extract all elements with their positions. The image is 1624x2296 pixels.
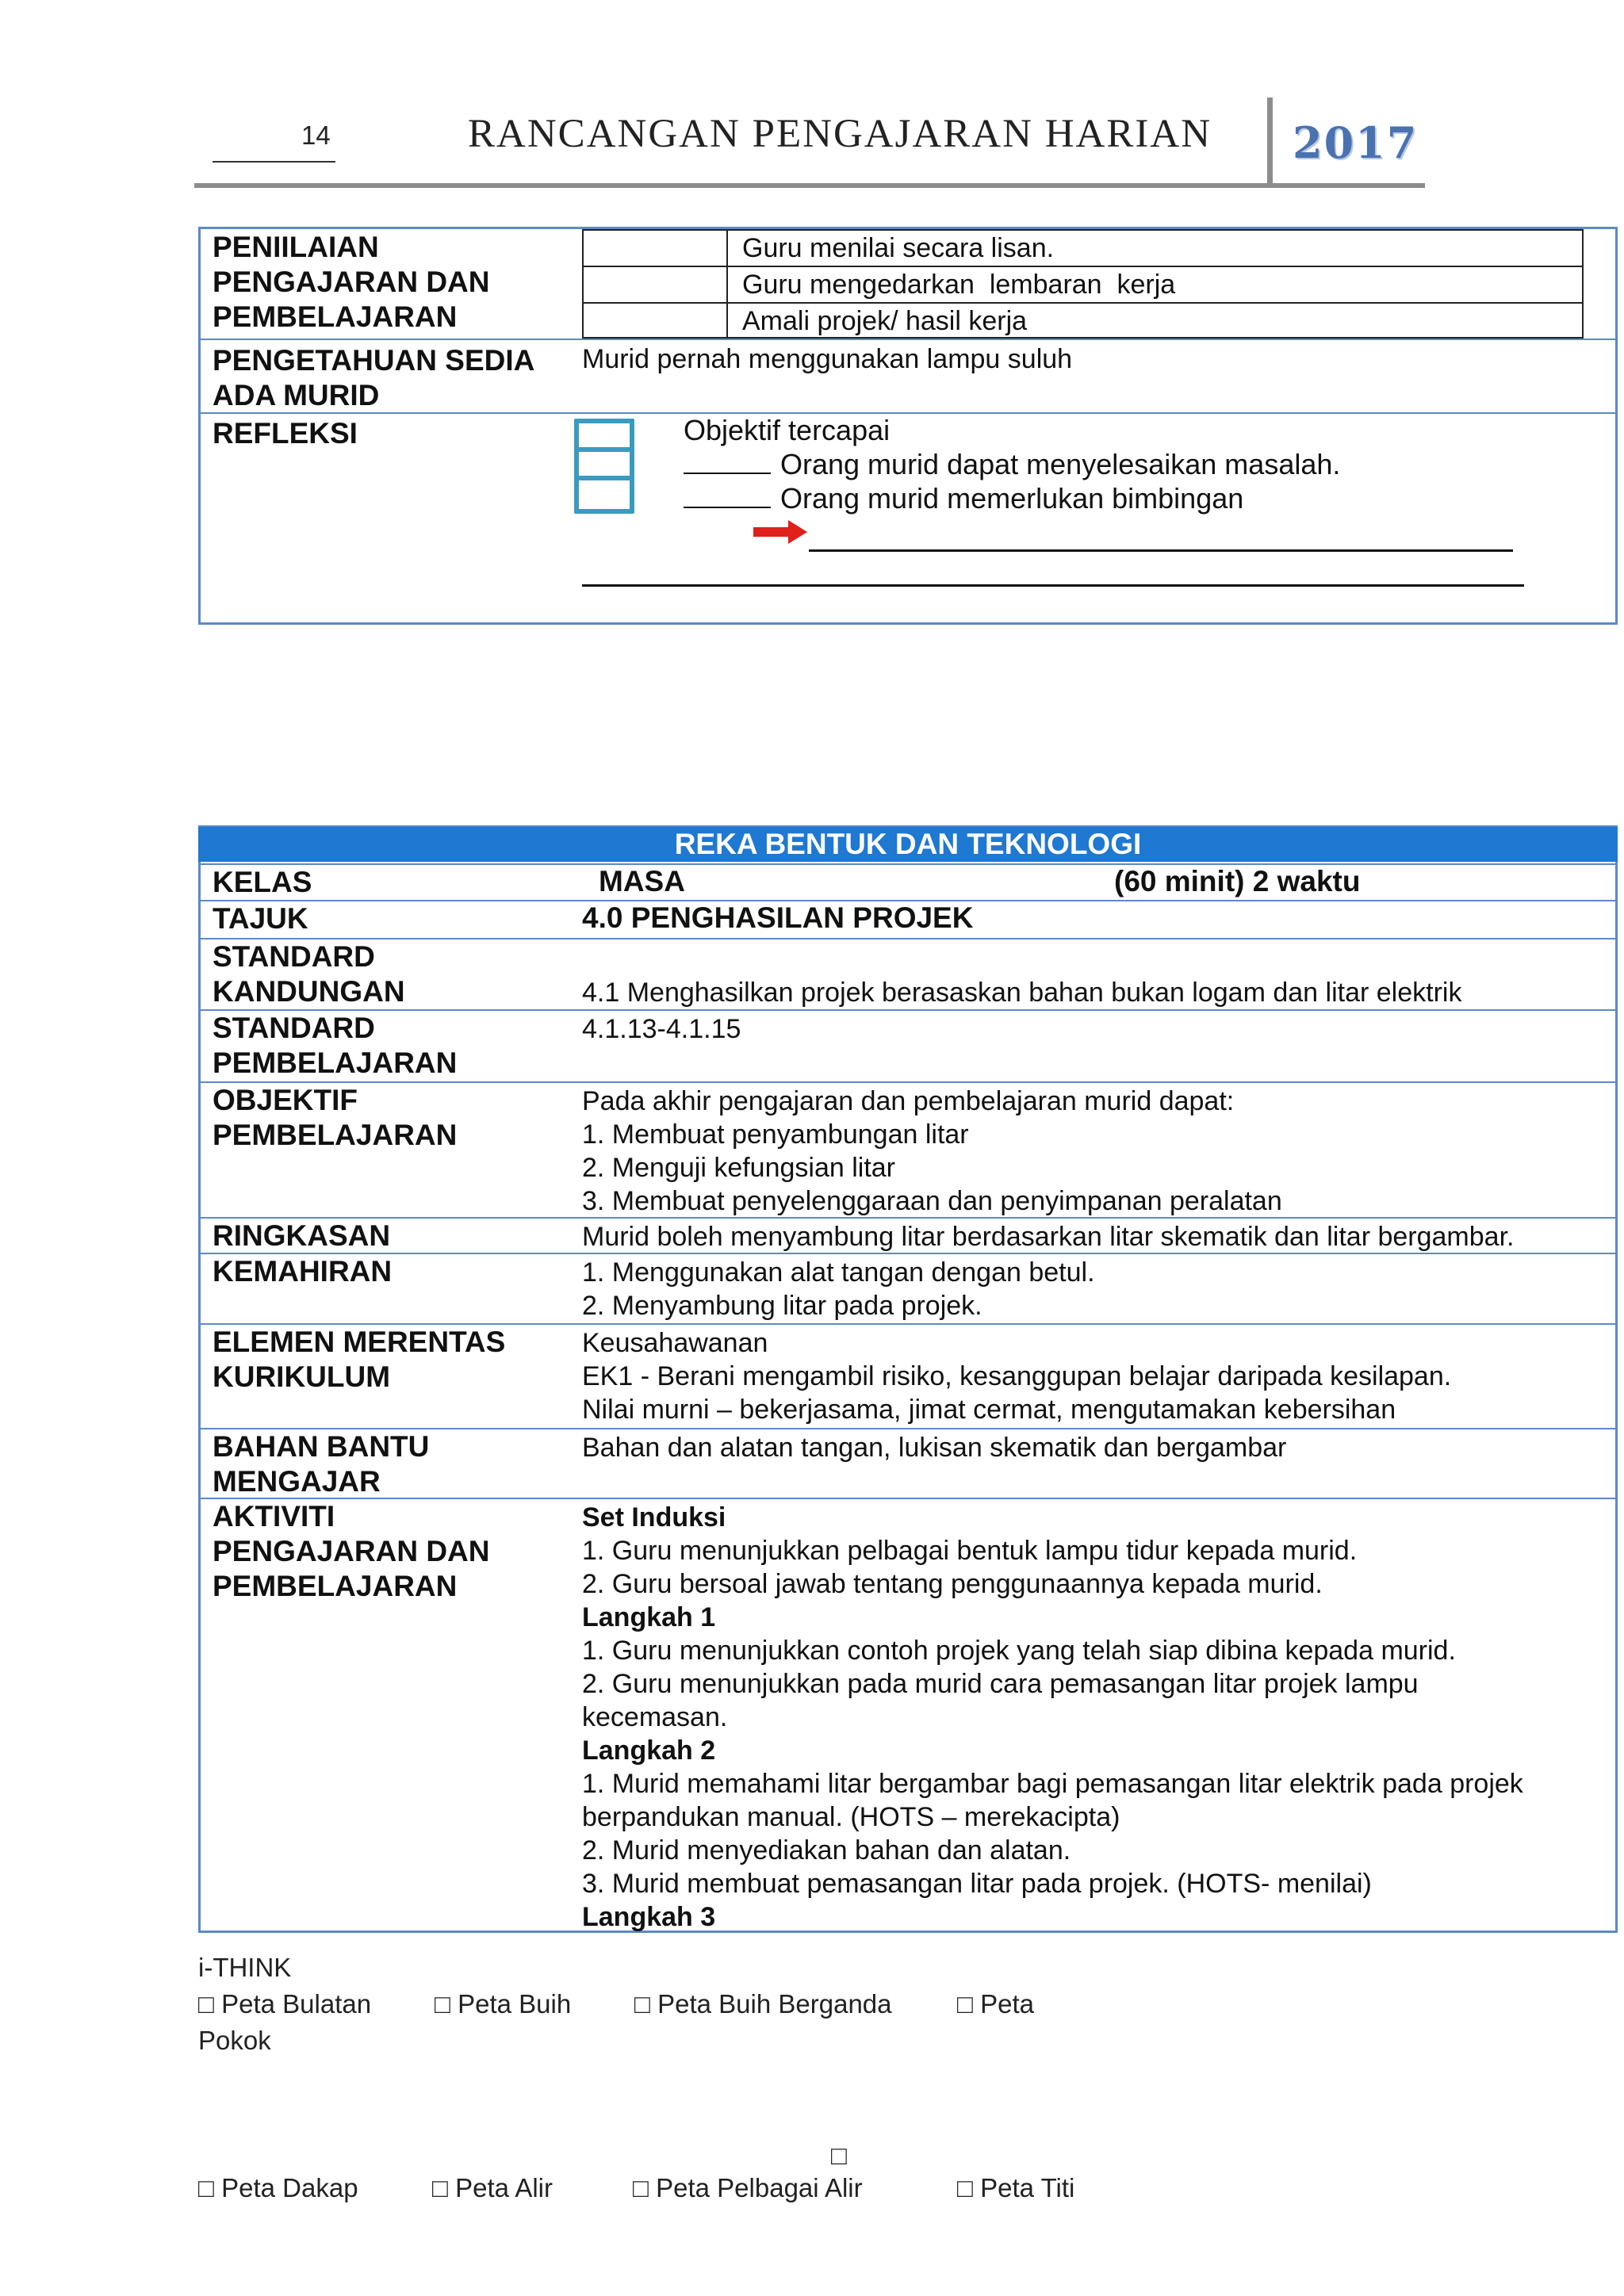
masa-value: (60 minit) 2 waktu [1114,865,1361,897]
skill-line: 2. Menyambung litar pada projek. [582,1291,982,1321]
assessment-checkbox-1[interactable] [583,232,724,263]
elemen-merentas-value [582,1326,1605,1426]
ithink-option[interactable]: □ Peta Bulatan [198,1989,372,2019]
objektif-label: OBJEKTIF PEMBELAJARAN [213,1084,458,1151]
checkbox-icon[interactable]: □ [957,2173,973,2202]
ringkasan-label: RINGKASAN [213,1219,391,1252]
activity-step-heading: Langkah 3 [582,1902,716,1932]
page-number: 14 [301,121,331,150]
activity-line: 1. Guru menunjukkan contoh projek yang telah siap dibina kepada murid. [582,1636,1456,1666]
aktiviti-label: AKTIVITI PENGAJARAN DAN PEMBELAJARAN [213,1500,490,1602]
activity-line: 3. Murid membuat pemasangan litar pada projek. (HOTS- menilai) [582,1869,1372,1899]
assessment-option: Guru mengedarkan lembaran kerja [742,270,1176,300]
kelas-label: KELAS [213,866,312,898]
skill-line: 1. Menggunakan alat tangan dengan betul. [582,1257,1095,1288]
page-number-underline [213,161,335,163]
element-line: Nilai murni – bekerjasama, jimat cermat, mengutamakan kebersihan [582,1395,1396,1425]
masa-label: MASA [599,865,685,897]
element-line: EK1 - Berani mengambil risiko, kesanggupan belajar daripada kesilapan. [582,1361,1452,1391]
subject-heading: REKA BENTUK DAN TEKNOLOGI [198,827,1618,862]
ithink-option[interactable]: □ Peta [957,1989,1034,2019]
standard-kandungan-label: STANDARD KANDUNGAN [213,940,405,1008]
objective-line: 2. Menguji kefungsian litar [582,1153,896,1183]
checkbox-icon[interactable]: □ [957,1989,973,2019]
ringkasan-value: Murid boleh menyambung litar berdasarkan litar skematik dan litar bergambar. [582,1222,1515,1252]
refleksi-label: REFLEKSI [213,417,358,450]
tajuk-value: 4.0 PENGHASILAN PROJEK [582,901,974,934]
red-arrow-icon [753,519,809,545]
blank-underline[interactable] [684,449,771,474]
page-title: RANCANGAN PENGAJARAN HARIAN [468,112,1212,156]
bahan-bantu-label: BAHAN BANTU MENGAJAR [213,1430,430,1498]
aktiviti-value [582,1501,1605,1934]
ithink-option[interactable]: □ Peta Buih [435,1989,572,2019]
reflection-writing-line[interactable] [582,584,1524,587]
activity-line: berpandukan manual. (HOTS – merekacipta) [582,1802,1120,1832]
checkbox-icon[interactable]: □ [198,2173,214,2202]
checkbox-icon[interactable]: □ [198,1989,214,2019]
checkbox-icon[interactable]: □ [633,2173,649,2202]
assessment-option: Guru menilai secara lisan. [742,233,1055,263]
assessment-grid-row-divider [582,302,1584,304]
checkbox-icon[interactable]: □ [435,1989,450,2019]
assessment-grid-column-divider [726,229,728,339]
standard-kandungan-value: 4.1 Menghasilkan projek berasaskan bahan bukan logam dan litar elektrik [582,978,1462,1008]
kemahiran-label: KEMAHIRAN [213,1255,393,1288]
ithink-option[interactable]: □ Peta Pelbagai Alir [633,2173,863,2202]
objektif-value [582,1085,1605,1218]
table-row-divider [198,339,1618,340]
ithink-option[interactable]: □ Peta Titi [957,2173,1075,2202]
objective-line: 1. Membuat penyambungan litar [582,1119,969,1150]
objective-line: Pada akhir pengajaran dan pembelajaran murid dapat: [582,1086,1235,1116]
activity-line: 2. Guru bersoal jawab tentang penggunaannya kepada murid. [582,1569,1323,1599]
assessment-checkbox-3[interactable] [583,304,724,336]
ithink-option[interactable]: □ Peta Dakap [198,2173,358,2202]
ithink-option-wrap: Pokok [198,2026,271,2055]
activity-line: 2. Murid menyediakan bahan dan alatan. [582,1835,1071,1866]
header-divider [1267,98,1273,186]
assessment-grid-row-divider [582,266,1584,267]
element-line: Keusahawanan [582,1328,768,1358]
ithink-title: i-THINK [198,1953,292,1982]
kemahiran-value [582,1256,1605,1322]
activity-line: 1. Murid memahami litar bergambar bagi pemasangan litar elektrik pada projek [582,1769,1523,1799]
elemen-merentas-label: ELEMEN MERENTAS KURIKULUM [213,1326,506,1393]
checkbox-icon[interactable]: □ [432,2173,448,2202]
activity-step-heading: Langkah 2 [582,1735,716,1766]
reflection-heading: Objektif tercapai [684,414,891,446]
activity-step-heading: Set Induksi [582,1502,726,1533]
activity-step-heading: Langkah 1 [582,1602,716,1632]
ithink-option[interactable]: □ Peta Buih Berganda [634,1989,892,2019]
reflection-line-1: Orang murid dapat menyelesaikan masalah. [684,448,1624,481]
reflection-writing-line[interactable] [809,549,1513,552]
table-row-divider [198,938,1618,939]
reflection-line-2: Orang murid memerlukan bimbingan [684,482,1624,515]
pengetahuan-label: PENGETAHUAN SEDIA ADA MURID [213,344,535,411]
page-year: 2017 [1293,117,1419,168]
pengetahuan-value: Murid pernah menggunakan lampu suluh [582,344,1073,374]
activity-line: kecemasan. [582,1702,728,1732]
reflection-checkbox-group[interactable] [574,419,634,514]
blank-underline[interactable] [684,483,771,508]
standard-pembelajaran-value: 4.1.13-4.1.15 [582,1014,741,1044]
peniilaian-label: PENIILAIAN PENGAJARAN DAN PEMBELAJARAN [213,231,490,333]
ithink-option[interactable]: □ Peta Alir [432,2173,553,2202]
activity-line: 1. Guru menunjukkan pelbagai bentuk lampu tidur kepada murid. [582,1536,1358,1566]
objective-line: 3. Membuat penyelenggaraan dan penyimpanan peralatan [582,1186,1282,1216]
assessment-option: Amali projek/ hasil kerja [742,306,1028,336]
tajuk-label: TAJUK [213,902,308,935]
activity-line: 2. Guru menunjukkan pada murid cara pemasangan litar projek lampu [582,1669,1419,1699]
bahan-bantu-value: Bahan dan alatan tangan, lukisan skematik dan bergambar [582,1433,1287,1463]
assessment-checkbox-2[interactable] [583,268,724,300]
standard-pembelajaran-label: STANDARD PEMBELAJARAN [213,1012,458,1079]
header-rule [194,183,1425,188]
checkbox-icon[interactable]: □ [831,2141,847,2170]
checkbox-icon[interactable]: □ [634,1989,650,2019]
